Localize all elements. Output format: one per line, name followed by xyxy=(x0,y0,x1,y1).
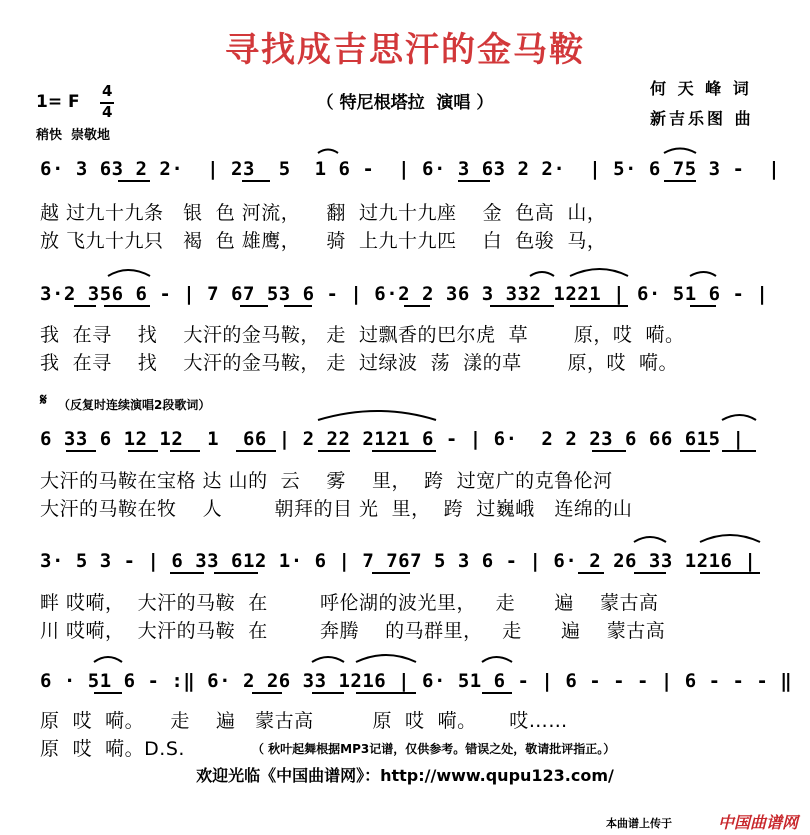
lyric-line-5a: 原 哎 嗬。 走 遍 蒙古高 原 哎 嗬。 哎…… xyxy=(40,710,568,732)
tempo-marking: 稍快 崇敬地 xyxy=(36,128,111,143)
lyric-line-4a: 畔 哎嗬， 大汗的马鞍 在 呼伦湖的波光里， 走 遍 蒙古高 xyxy=(40,592,659,614)
notation-line-5: 6 · 51 6 - :‖ 6· 2 26 33 1216 | 6· 51 6 - | 6 - - - | 6 - - - ‖ xyxy=(40,670,793,692)
segno-sign: 𝄋 xyxy=(40,390,47,409)
lyric-line-2b: 我 在寻 找 大汗的金马鞍， 走 过绿波 荡 漾的草 原，哎 嗬。 xyxy=(40,352,679,374)
uploader-label: 本曲谱上传于 xyxy=(606,817,672,830)
notation-line-1: 6· 3 63 2 2· | 23 5 1 6 - | 6· 3 63 2 2· | 5· 6 75 3 - | xyxy=(40,158,781,180)
time-signature-bottom: 4 xyxy=(102,103,113,121)
time-signature-top: 4 xyxy=(102,82,113,100)
lyric-line-3b: 大汗的马鞍在牧 人 朝拜的目 光 里， 跨 过巍峨 连绵的山 xyxy=(40,498,633,520)
lyric-line-2a: 我 在寻 找 大汗的金马鞍， 走 过飘香的巴尔虎 草 原，哎 嗬。 xyxy=(40,324,685,346)
composer-credit: 新吉乐图 曲 xyxy=(650,109,754,128)
notation-line-3: 6 33 6 12 12 1 66 | 2 22 2121 6 - | 6· 2 2 23 6 66 615 | xyxy=(40,428,745,450)
notation-line-2: 3·2 356 6 - | 7 67 53 6 - | 6·2 2 36 3 332 1221 | 6· 51 6 - | xyxy=(40,283,769,305)
key-signature: 1= F xyxy=(36,92,80,112)
lyric-line-3a: 大汗的马鞍在宝格 达 山的 云 雾 里， 跨 过宽广的克鲁伦河 xyxy=(40,470,613,492)
song-title: 寻找成吉思汗的金马鞍 xyxy=(225,30,585,70)
site-footer: 欢迎光临《中国曲谱网》：http://www.qupu123.com/ xyxy=(196,766,614,785)
lyric-line-4b: 川 哎嗬， 大汗的马鞍 在 奔腾 的马群里， 走 遍 蒙古高 xyxy=(40,620,666,642)
lyric-line-5b: 原 哎 嗬。D.S. xyxy=(40,738,185,760)
lyricist-credit: 何 天 峰 词 xyxy=(650,79,752,98)
performer-line: （ 特尼根塔拉 演唱 ） xyxy=(316,93,494,113)
lyric-line-1b: 放 飞九十九只 褐 色 雄鹰， 骑 上九十九匹 白 色骏 马， xyxy=(40,230,607,252)
notation-line-4: 3· 5 3 - | 6 33 612 1· 6 | 7 767 5 3 6 - | 6· 2 26 33 1216 | xyxy=(40,550,757,572)
transcriber-note: （ 秋叶起舞根据MP3记谱，仅供参考。错误之处，敬请批评指正。） xyxy=(252,742,616,756)
brand-logo-text: 中国曲谱网 xyxy=(718,813,799,832)
repeat-instruction: （反复时连续演唱2段歌词） xyxy=(58,398,211,412)
lyric-line-1a: 越 过九十九条 银 色 河流， 翻 过九十九座 金 色高 山， xyxy=(40,202,607,224)
